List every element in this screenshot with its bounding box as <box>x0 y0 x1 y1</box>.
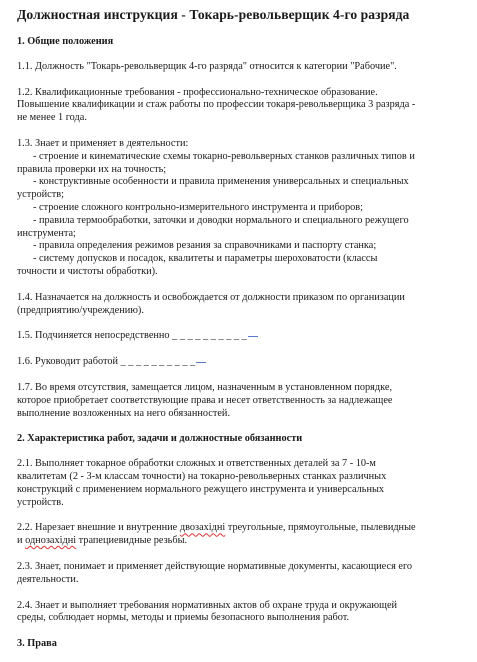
text-line: 1.7. Во время отсутствия, замещается лицом, назначенным в установленном порядке, <box>17 381 393 393</box>
list-item-line: - правила термообработки, заточки и доводки нормального и специального режущего <box>33 214 409 226</box>
paragraph-1-6 <box>17 356 469 369</box>
text-line: точности и чистоты обработки). <box>17 265 158 277</box>
text-line: 1.3. Знает и применяет в деятельности: <box>17 137 189 149</box>
list-item-line: - систему допусков и посадок, квалитеты и параметры шероховатости (классы <box>33 253 378 265</box>
text-line: Повышение квалификации и стаж работы по профессии токаря-револьверщика 3 разряда - <box>17 99 416 111</box>
section-heading-general: 1. Общие положения <box>17 36 114 47</box>
paragraph-2-3 <box>17 561 469 587</box>
text-line: не менее 1 года. <box>17 112 87 124</box>
text-line: 1.6. Руководит работой _ _ _ _ _ _ _ _ _ _ <box>17 356 196 368</box>
list-item-line: - строение сложного контрольно-измерительного инструмента и приборов; <box>33 201 363 213</box>
text-line: квалитетам (2 - 3-м классам точности) на токарно-револьверных станках различных <box>17 470 387 482</box>
paragraph-1-1 <box>17 61 469 74</box>
text-line: выполнение возложенных на него обязанностей. <box>17 407 231 419</box>
form-field-mark <box>196 358 206 363</box>
paragraph-2-1 <box>17 458 469 509</box>
text-line: 1.5. Подчиняется непосредственно _ _ _ _ _ _ _ _ _ _ <box>17 330 247 342</box>
text-line: (предприятию/учреждению). <box>17 304 144 316</box>
text-line: 2.3. Знает, понимает и применяет действующие нормативные документы, касающиеся его <box>17 560 413 572</box>
text-line: устройств; <box>17 189 64 201</box>
section-heading-duties: 2. Характеристика работ, задачи и должностные обязанности <box>17 433 303 445</box>
spellcheck-flagged-word: однозахідні <box>25 535 77 547</box>
paragraph-1-5 <box>17 330 469 343</box>
text-line: устройств. <box>17 496 64 508</box>
text-line: 1.1. Должность "Токарь-револьверщик 4-го разряда" относится к категории "Рабочие". <box>17 60 397 72</box>
text-line: которое приобретает соответствующие права и несет ответственность за надлежащее <box>17 394 393 406</box>
section-heading-rights: 3. Права <box>17 638 57 650</box>
list-item-line: - правила определения режимов резания за справочниками и паспорту станка; <box>33 240 377 252</box>
text-line: конструкций с применением нормального режущего инструмента и универсальных <box>17 483 385 495</box>
text-line: 2.1. Выполняет токарное обработки сложных и ответственных деталей за 7 - 10-м <box>17 458 376 470</box>
text-line: правила проверки их на точность; <box>17 163 167 175</box>
text-line: 2.4. Знает и выполняет требования нормативных актов об охране труда и окружающей <box>17 599 398 611</box>
form-field-mark <box>248 332 258 337</box>
text-line: среды, соблюдает нормы, методы и приемы безопасного выполнения работ. <box>17 612 350 624</box>
document-title: Должностная инструкция - Токарь-револьверщик 4-го разряда <box>17 7 410 22</box>
paragraph-1-2 <box>17 87 469 125</box>
list-item-line: - конструктивные особенности и правила применения универсальных и специальных <box>33 176 409 188</box>
paragraph-2-4 <box>17 600 469 626</box>
text-line: 1.2. Квалификационные требования - профессионально-техническое образование. <box>17 86 378 98</box>
paragraph-1-3 <box>17 138 469 279</box>
text-line: 1.4. Назначается на должность и освобождается от должности приказом по организации <box>17 291 405 303</box>
paragraph-2-2 <box>17 522 469 548</box>
paragraph-1-7 <box>17 382 469 420</box>
text-line: инструмента; <box>17 227 76 239</box>
text-line: и однозахідні трапециевидные резьбы. <box>17 535 188 547</box>
list-item-line: - строение и кинематические схемы токарно-револьверных станков различных типов и <box>33 150 415 162</box>
paragraph-1-4 <box>17 292 469 318</box>
text-line: деятельности. <box>17 573 79 585</box>
spellcheck-flagged-word: двозахідні <box>179 522 226 534</box>
text-line: 2.2. Нарезает внешние и внутренние двозахідні треугольные, прямоугольные, пылевидные <box>17 522 416 534</box>
